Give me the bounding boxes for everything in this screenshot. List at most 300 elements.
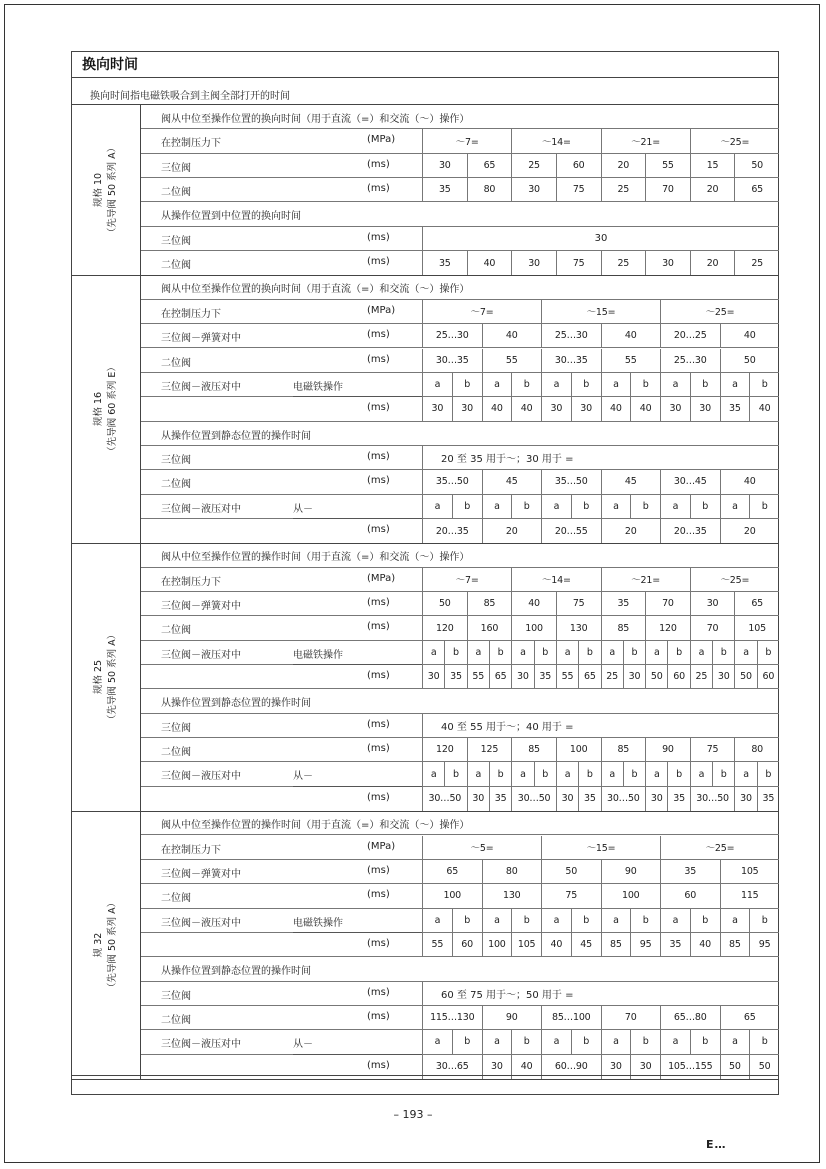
row-unit: (MPa) (367, 572, 396, 584)
table-cell: 60 (556, 154, 601, 177)
table-cell: 25…30 (541, 324, 601, 347)
table-cell: 20 (601, 154, 646, 177)
row-sublabel: 电磁铁操作 (293, 917, 343, 929)
table-cell: a (601, 762, 623, 785)
table-cell: b (511, 495, 541, 518)
table-cell: ～15= (541, 836, 660, 859)
table-cell: b (578, 762, 600, 785)
row-label: 三位阀 (161, 454, 191, 466)
row-cells (422, 1030, 779, 1053)
subtitle: 换向时间指电磁铁吸合到主阀全部打开的时间 (90, 91, 290, 102)
row-heading: 阀从中位至操作位置的操作时间（用于直流（=）和交流（～）操作） (161, 820, 470, 832)
table-cell: 50 (720, 1055, 750, 1079)
row-label: 三位阀 (161, 162, 191, 174)
table-cell: 115…130 (422, 1006, 482, 1029)
row-label: 三位阀－液压对中 (161, 771, 241, 783)
table-cell: b (749, 373, 779, 396)
table-cell: 30 (541, 397, 571, 420)
table-cell: a (660, 1030, 690, 1053)
table-cell: 30 (422, 397, 452, 420)
row-unit: (ms) (367, 670, 390, 682)
table-cell: 30 (571, 397, 601, 420)
table-cell: 65 (734, 178, 779, 201)
table-row (141, 860, 779, 884)
table-cell: 40 (601, 397, 631, 420)
row-unit: (ms) (367, 256, 390, 268)
table-cell: 20…55 (541, 519, 601, 543)
table-row (141, 349, 779, 373)
row-unit: (ms) (367, 329, 390, 341)
row-unit: (ms) (367, 597, 390, 608)
row-label: 二位阀 (161, 187, 191, 199)
table-cell: ～21= (601, 568, 690, 591)
table-cell: 65 (578, 665, 600, 688)
table-cell: 40 (720, 470, 780, 493)
table-cell: b (511, 909, 541, 932)
table-row (141, 495, 779, 519)
table-row (141, 568, 779, 592)
table-cell: a (660, 495, 690, 518)
row-heading: 阀从中位至操作位置的换向时间（用于直流（=）和交流（～）操作） (161, 284, 470, 296)
table-cell: b (623, 641, 645, 664)
table-row (141, 616, 779, 640)
table-cell: 30…50 (601, 787, 646, 811)
row-sublabel: 从－ (293, 503, 313, 515)
table-cell: b (511, 373, 541, 396)
table-cell: a (422, 762, 444, 785)
table-row (141, 641, 779, 665)
table-cell: 30 (452, 397, 482, 420)
table-cell: ～7= (422, 129, 511, 152)
table-cell: 80 (467, 178, 512, 201)
table-cell: 30…50 (511, 787, 556, 811)
table-cell: 100 (511, 616, 556, 639)
table-cell: 50 (734, 665, 756, 688)
section-size: 规 32 (92, 932, 104, 958)
table-row (141, 982, 779, 1006)
table-cell: 25 (601, 665, 623, 688)
table-cell: b (690, 373, 720, 396)
table-cell: 35 (444, 665, 466, 688)
table-row (141, 689, 779, 713)
table-cell: a (720, 1030, 750, 1053)
table-cell: ～14= (511, 129, 600, 152)
table-cell: 40 (467, 251, 512, 275)
table-cell: b (630, 495, 660, 518)
table-row (141, 129, 779, 153)
table-cell: 55 (645, 154, 690, 177)
table-cell: 75 (541, 884, 601, 907)
table-cell: 30…65 (422, 1055, 482, 1079)
table-cell: 25 (601, 251, 646, 275)
table-cell: a (422, 373, 452, 396)
row-cells (422, 495, 779, 518)
table-cell: 70 (690, 616, 735, 639)
table-cell: 30 (660, 397, 690, 420)
table-cell: 50 (422, 592, 467, 615)
row-unit: (ms) (367, 937, 390, 949)
table-cell: 30…35 (422, 349, 482, 372)
row-cells (422, 470, 779, 493)
table-cell: 100 (601, 884, 661, 907)
table-cell: a (734, 641, 756, 664)
table-cell: b (749, 1030, 779, 1053)
table-cell: ～7= (422, 568, 511, 591)
page-number: – 193 – (393, 1108, 433, 1121)
table-cell: 80 (482, 860, 542, 883)
table-cell: a (690, 762, 712, 785)
row-note: 40 至 55 用于～；40 用于 = (422, 714, 779, 737)
table-row (141, 738, 779, 762)
table-cell: b (757, 641, 779, 664)
row-unit: (ms) (367, 718, 390, 730)
table-cell: 30 (511, 665, 533, 688)
table-cell: a (645, 641, 667, 664)
table-cell: 85 (720, 933, 750, 956)
row-heading: 从操作位置到静态位置的操作时间 (161, 966, 311, 978)
row-cells (422, 787, 779, 811)
table-cell: b (757, 762, 779, 785)
table-row (141, 300, 779, 324)
row-label: 在控制压力下 (161, 308, 221, 320)
row-cells (422, 933, 779, 956)
table-cell: 95 (630, 933, 660, 956)
table-row (141, 446, 779, 470)
table-cell: a (541, 373, 571, 396)
table-cell: 90 (645, 738, 690, 761)
table-cell: 75 (556, 178, 601, 201)
row-cells (422, 568, 779, 591)
table-cell: 55 (601, 349, 661, 372)
row-cells (422, 397, 779, 420)
row-label: 三位阀－弹簧对中 (161, 333, 241, 345)
table-cell: ～15= (541, 300, 660, 323)
table-row (141, 762, 779, 786)
table-cell: a (601, 641, 623, 664)
table-cell: 35 (757, 787, 779, 811)
row-unit: (MPa) (367, 304, 396, 316)
row-label: 三位阀－液压对中 (161, 917, 241, 929)
row-unit: (MPa) (367, 134, 396, 146)
table-cell: 65 (489, 665, 511, 688)
row-unit: (ms) (367, 621, 390, 633)
section-label-text (92, 363, 120, 457)
row-label: 三位阀 (161, 722, 191, 734)
table-cell: 35 (422, 251, 467, 275)
row-unit: (ms) (367, 158, 390, 170)
row-cells (422, 300, 779, 323)
corner-mark: E… (706, 1138, 727, 1151)
row-label: 二位阀 (161, 747, 191, 759)
table-cell: a (601, 373, 631, 396)
table-cell: 30 (712, 665, 734, 688)
section-label-text (92, 630, 120, 724)
row-label: 在控制压力下 (161, 138, 221, 150)
row-label: 二位阀 (161, 260, 191, 272)
table-cell: 30 (645, 251, 690, 275)
table-cell: 45 (601, 470, 661, 493)
section-label (71, 543, 141, 811)
row-unit: (ms) (367, 450, 390, 462)
row-unit: (ms) (367, 402, 390, 414)
table-cell: 65 (734, 592, 779, 615)
table-cell: a (422, 641, 444, 664)
row-cells (422, 738, 779, 761)
row-label: 三位阀－弹簧对中 (161, 868, 241, 880)
table-cell: 30 (482, 1055, 512, 1079)
table-cell: 30 (623, 665, 645, 688)
table-cell: a (467, 762, 489, 785)
table-cell: 30 (690, 592, 735, 615)
row-cells (422, 762, 779, 785)
section-size: 规格 25 (92, 660, 104, 695)
row-heading: 阀从中位至操作位置的换向时间（用于直流（=）和交流（～）操作） (161, 114, 470, 125)
row-heading: 从操作位置到静态位置的操作时间 (161, 430, 311, 442)
table-row (141, 251, 779, 275)
row-unit: (ms) (367, 889, 390, 901)
table-row (141, 154, 779, 178)
table-cell: a (720, 909, 750, 932)
row-cells (422, 178, 779, 201)
table-cell: 30 (511, 178, 556, 201)
table-cell: b (712, 641, 734, 664)
table-cell: 20…35 (660, 519, 720, 543)
row-cells (422, 860, 779, 883)
row-cells (422, 641, 779, 664)
table-row (141, 811, 779, 835)
table-cell: 60 (660, 884, 720, 907)
table-cell: 85 (601, 616, 646, 639)
table-cell: 30…50 (690, 787, 735, 811)
table-cell: b (667, 762, 689, 785)
section-pilot: （先导阀 60 系列 E） (106, 362, 118, 457)
table-cell: b (452, 1030, 482, 1053)
table-cell: a (720, 373, 750, 396)
table-cell: b (667, 641, 689, 664)
table-cell: 60 (757, 665, 779, 688)
table-cell: 40 (630, 397, 660, 420)
table-cell: b (749, 495, 779, 518)
table-row (141, 933, 779, 957)
section-pilot: （先导阀 50 系列 A） (106, 630, 118, 725)
table-row (141, 227, 779, 251)
table-cell: 30 (422, 665, 444, 688)
row-cells (422, 616, 779, 639)
table-cell: 35…50 (422, 470, 482, 493)
table-cell: 50 (720, 349, 780, 372)
table-row (141, 1006, 779, 1030)
row-note: 60 至 75 用于～；50 用于 = (422, 982, 779, 1005)
table-cell: a (541, 909, 571, 932)
table-cell: 40 (482, 324, 542, 347)
table-cell: a (660, 909, 690, 932)
table-cell: a (734, 762, 756, 785)
table-cell: 30 (630, 1055, 660, 1079)
table-cell: 50 (541, 860, 601, 883)
table-cell: 25 (511, 154, 556, 177)
table-cell: 70 (645, 178, 690, 201)
table-cell: 20…35 (422, 519, 482, 543)
table-cell: b (444, 641, 466, 664)
row-unit: (MPa) (367, 840, 396, 852)
table-cell: 120 (645, 616, 690, 639)
section-label-text (92, 143, 120, 237)
table-cell: 30…45 (660, 470, 720, 493)
table-row (141, 836, 779, 860)
table-row (141, 665, 779, 689)
row-unit: (ms) (367, 743, 390, 755)
table-cell: 25 (601, 178, 646, 201)
table-row (141, 884, 779, 908)
table-cell: 30 (645, 787, 667, 811)
table-cell: 60 (667, 665, 689, 688)
table-cell: b (630, 909, 660, 932)
row-heading: 从操作位置到中位置的换向时间 (161, 211, 301, 223)
row-cells (422, 1006, 779, 1029)
table-cell: 35 (667, 787, 689, 811)
table-cell: ～5= (422, 836, 541, 859)
row-label: 三位阀－液压对中 (161, 1039, 241, 1051)
table-cell: 65…80 (660, 1006, 720, 1029)
table-cell: b (578, 641, 600, 664)
table-row (141, 519, 779, 543)
table-cell: ～25= (660, 300, 779, 323)
table-cell: b (749, 909, 779, 932)
table-cell: 30 (467, 787, 489, 811)
table-cell: 90 (601, 860, 661, 883)
table-cell: 105 (734, 616, 779, 639)
table-cell: a (645, 762, 667, 785)
table-cell: a (422, 909, 452, 932)
table-cell: 40 (601, 324, 661, 347)
table-row (141, 592, 779, 616)
table-cell: 80 (734, 738, 779, 761)
table-cell: 70 (645, 592, 690, 615)
table-cell: 25…30 (422, 324, 482, 347)
table-cell: 30 (422, 154, 467, 177)
row-label: 二位阀 (161, 479, 191, 491)
table-cell: b (690, 1030, 720, 1053)
row-unit: (ms) (367, 1059, 390, 1071)
row-heading: 阀从中位至操作位置的操作时间（用于直流（=）和交流（～）操作） (161, 552, 470, 564)
section-label (71, 811, 141, 1079)
table-cell: 20…25 (660, 324, 720, 347)
table-cell: 105 (720, 860, 780, 883)
table-cell: 35…50 (541, 470, 601, 493)
row-cells (422, 251, 779, 275)
table-cell: 40 (749, 397, 779, 420)
table-cell: 30…50 (422, 787, 467, 811)
section-label (71, 275, 141, 543)
table-cell: ～25= (690, 129, 779, 152)
table-cell: 95 (749, 933, 779, 956)
row-label: 三位阀－弹簧对中 (161, 601, 241, 612)
table-cell: 40 (720, 324, 780, 347)
table-row (141, 714, 779, 738)
table-cell: b (452, 373, 482, 396)
table-cell: b (690, 495, 720, 518)
table-cell: b (452, 909, 482, 932)
table-cell: 85 (601, 738, 646, 761)
table-cell: 20 (601, 519, 661, 543)
row-label: 二位阀 (161, 625, 191, 637)
row-label: 在控制压力下 (161, 576, 221, 588)
table-cell: 30…35 (541, 349, 601, 372)
table-cell: 15 (690, 154, 735, 177)
table-cell: a (482, 373, 512, 396)
table-cell: a (601, 909, 631, 932)
table-cell: 160 (467, 616, 512, 639)
row-label: 三位阀－液压对中 (161, 649, 241, 661)
table-cell: b (534, 641, 556, 664)
table-cell: 30 (511, 251, 556, 275)
table-cell: a (556, 762, 578, 785)
table-cell: a (422, 495, 452, 518)
table-cell: ～25= (690, 568, 779, 591)
table-cell: b (630, 373, 660, 396)
table-cell: 130 (556, 616, 601, 639)
table-cell: 70 (601, 1006, 661, 1029)
table-cell: 120 (422, 616, 467, 639)
table-cell: 60 (452, 933, 482, 956)
table-cell: b (534, 762, 556, 785)
section-size: 规格 16 (92, 392, 104, 427)
row-label: 在控制压力下 (161, 844, 221, 856)
footer-divider (71, 1075, 779, 1076)
table-cell: 75 (556, 592, 601, 615)
row-unit: (ms) (367, 986, 390, 998)
row-cells (422, 519, 779, 543)
table-cell: 90 (482, 1006, 542, 1029)
table-cell: 100 (482, 933, 512, 956)
table-cell: 45 (571, 933, 601, 956)
table-cell: 40 (482, 397, 512, 420)
table-cell: a (690, 641, 712, 664)
row-cells (422, 665, 779, 688)
row-unit: (ms) (367, 864, 390, 876)
table-cell: 55 (467, 665, 489, 688)
table-cell: ～14= (511, 568, 600, 591)
table-cell: 45 (482, 470, 542, 493)
row-cells (422, 324, 779, 347)
table-cell: 65 (422, 860, 482, 883)
table-cell: a (511, 762, 533, 785)
table-cell: b (623, 762, 645, 785)
table-cell: 30 (556, 787, 578, 811)
table-cell: 35 (660, 860, 720, 883)
table-cell: b (489, 762, 511, 785)
row-sublabel: 从－ (293, 1039, 313, 1051)
table-cell: b (489, 641, 511, 664)
table-cell: b (452, 495, 482, 518)
table-cell: 105…155 (660, 1055, 720, 1079)
row-unit: (ms) (367, 791, 390, 803)
table-cell: 105 (511, 933, 541, 956)
table-row (141, 275, 779, 299)
table-cell: 55 (482, 349, 542, 372)
table-cell: 55 (422, 933, 452, 956)
table-cell: 120 (422, 738, 467, 761)
table-cell: b (712, 762, 734, 785)
row-cells (422, 129, 779, 152)
row-label: 三位阀－液压对中 (161, 381, 241, 393)
row-unit: (ms) (367, 353, 390, 365)
row-cells (422, 836, 779, 859)
table-cell: 20 (720, 519, 780, 543)
row-cells (422, 373, 779, 396)
table-cell: 35 (489, 787, 511, 811)
row-cells (422, 592, 779, 615)
